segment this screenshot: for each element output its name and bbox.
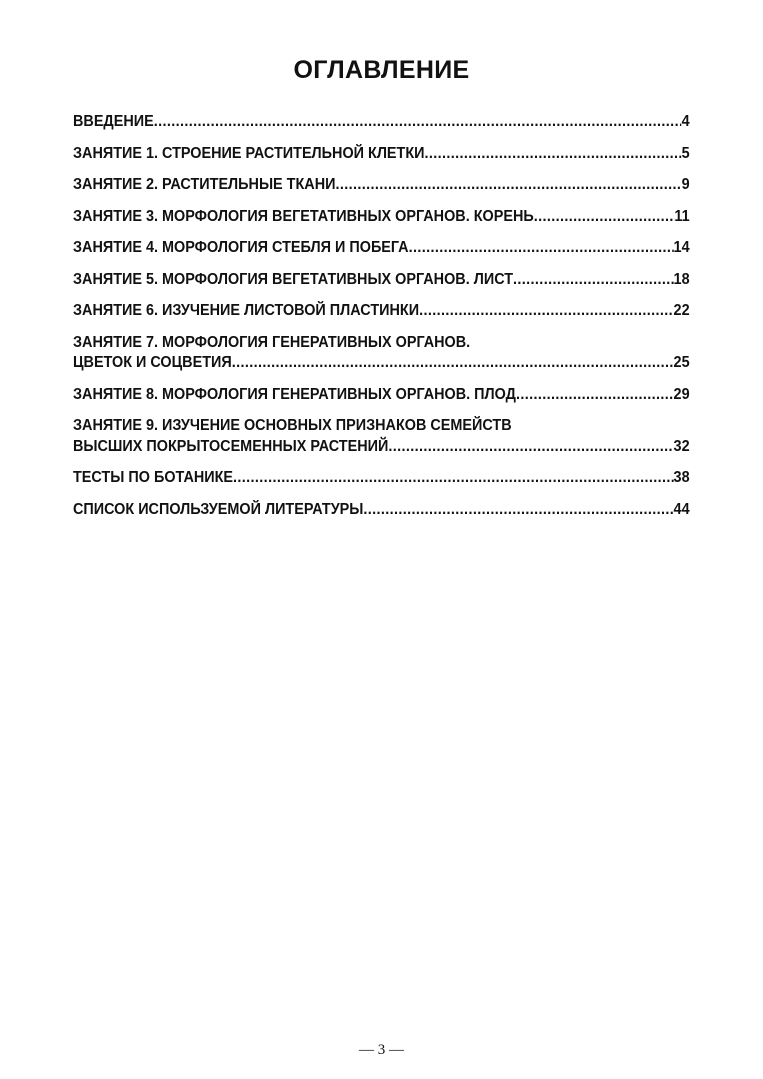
toc-entry-page: 44: [673, 500, 690, 518]
toc-leader-dots: [513, 270, 673, 291]
toc-entry-page: 25: [673, 354, 690, 371]
toc-entry-line: [73, 238, 690, 259]
toc-entry-lesson-3[interactable]: [73, 207, 690, 228]
toc-leader-dots: [233, 468, 674, 489]
toc-entry-title: ВВЕДЕНИЕ: [73, 113, 154, 130]
toc-leader-dots: [363, 500, 673, 521]
toc-entry-line: [73, 500, 690, 521]
toc-entry-page: 18: [673, 270, 690, 288]
toc-entry-lesson-7[interactable]: [73, 333, 690, 374]
toc-entry-page: 14: [673, 239, 690, 256]
toc-entry-line: [73, 301, 690, 322]
toc-entry-page: 32: [673, 437, 690, 455]
toc-leader-dots: [388, 437, 673, 458]
toc-entry-lesson-2[interactable]: [73, 175, 690, 196]
toc-entry-line: [73, 385, 690, 406]
toc-entry-line: [73, 144, 690, 165]
toc-entry-title: ЗАНЯТИЕ 4. МОРФОЛОГИЯ СТЕБЛЯ И ПОБЕГА: [73, 239, 409, 256]
page-title: ОГЛАВЛЕНИЕ: [293, 56, 470, 84]
toc-entry-page: 11: [674, 207, 690, 225]
toc-entry-references[interactable]: [73, 500, 690, 521]
toc-entry-title: ЗАНЯТИЕ 3. МОРФОЛОГИЯ ВЕГЕТАТИВНЫХ ОРГАНОВ. КОРЕНЬ: [73, 207, 534, 225]
toc-entry-title: ЗАНЯТИЕ 6. ИЗУЧЕНИЕ ЛИСТОВОЙ ПЛАСТИНКИ: [73, 302, 420, 319]
toc-entry-title: ЗАНЯТИЕ 5. МОРФОЛОГИЯ ВЕГЕТАТИВНЫХ ОРГАНОВ. ЛИСТ: [73, 270, 514, 288]
toc-entry-title: ЗАНЯТИЕ 1. СТРОЕНИЕ РАСТИТЕЛЬНОЙ КЛЕТКИ: [73, 144, 425, 162]
toc-entry-title: ТЕСТЫ ПО БОТАНИКЕ: [73, 469, 234, 486]
toc-leader-dots: [409, 238, 674, 259]
toc-entry-lesson-4[interactable]: [73, 238, 690, 259]
toc-leader-dots: [425, 144, 682, 165]
toc-entry-lesson-1[interactable]: [73, 144, 690, 165]
toc-entry-title: ЗАНЯТИЕ 2. РАСТИТЕЛЬНЫЕ ТКАНИ: [73, 176, 336, 193]
toc-entry-line: [73, 112, 690, 133]
toc-entry-page: 5: [681, 144, 690, 162]
toc-leader-dots: [335, 175, 681, 196]
toc-entry-title: ЗАНЯТИЕ 8. МОРФОЛОГИЯ ГЕНЕРАТИВНЫХ ОРГАНОВ. ПЛОД: [73, 385, 516, 403]
toc-entry-lesson-5[interactable]: [73, 270, 690, 291]
toc-entry-title-first-line: ЗАНЯТИЕ 9. ИЗУЧЕНИЕ ОСНОВНЫХ ПРИЗНАКОВ СЕМЕЙСТВ: [73, 417, 512, 434]
toc-leader-dots: [232, 353, 674, 374]
toc-entry-tests[interactable]: [73, 468, 690, 489]
toc-entry-page: 9: [681, 176, 690, 193]
toc-entry-line: [73, 437, 690, 458]
toc-entry-title: ЦВЕТОК И СОЦВЕТИЯ: [73, 354, 232, 371]
toc-entry-line: [73, 207, 690, 228]
toc-entry-page: 29: [673, 385, 690, 403]
toc-entry-line: [73, 353, 690, 374]
toc-entry-lesson-6[interactable]: [73, 301, 690, 322]
table-of-contents: [73, 112, 690, 531]
toc-entry-line: [73, 468, 690, 489]
toc-entry-line: [73, 175, 690, 196]
toc-entry-page: 38: [673, 469, 690, 486]
toc-entry-introduction[interactable]: [73, 112, 690, 133]
toc-leader-dots: [419, 301, 673, 322]
toc-entry-title: ВЫСШИХ ПОКРЫТОСЕМЕННЫХ РАСТЕНИЙ: [73, 437, 389, 455]
toc-entry-title-first-line: ЗАНЯТИЕ 7. МОРФОЛОГИЯ ГЕНЕРАТИВНЫХ ОРГАНОВ.: [73, 333, 471, 351]
page-number: — 3 —: [359, 1042, 404, 1058]
toc-entry-page: 22: [673, 302, 690, 319]
toc-leader-dots: [534, 207, 675, 228]
toc-leader-dots: [154, 112, 682, 133]
toc-entry-lesson-8[interactable]: [73, 385, 690, 406]
toc-entry-lesson-9[interactable]: [73, 416, 690, 457]
toc-entry-title: СПИСОК ИСПОЛЬЗУЕМОЙ ЛИТЕРАТУРЫ: [73, 500, 364, 518]
toc-leader-dots: [516, 385, 674, 406]
toc-entry-line: [73, 270, 690, 291]
toc-entry-page: 4: [681, 113, 690, 130]
